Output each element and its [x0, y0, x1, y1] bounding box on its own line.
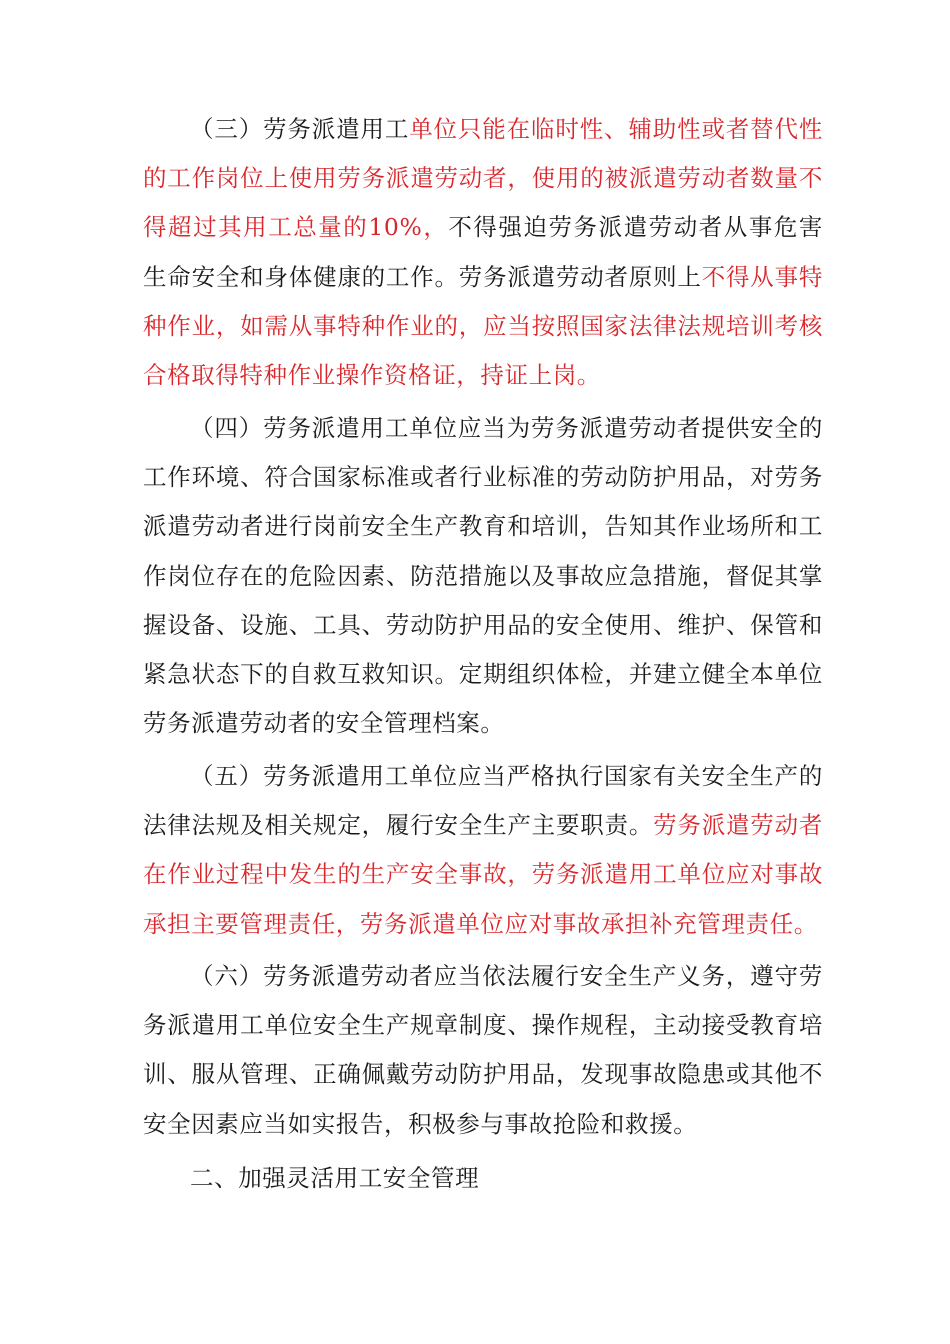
p6-segment-0: （六）劳务派遣劳动者应当依法履行安全生产义务，遵守劳务派遣用工单位安全生产规章制度、操作规程，主动接受教育培训、服从管理、正确佩戴劳动防护用品，发现事故隐患或其他不安全因素应当如实报告，积极参与事故抢险和救援。 [143, 962, 823, 1138]
section-heading: 二、加强灵活用工安全管理 [190, 1164, 480, 1192]
p4-segment-0: （四）劳务派遣用工单位应当为劳务派遣劳动者提供安全的工作环境、符合国家标准或者行业标准的劳动防护用品，对劳务派遣劳动者进行岗前安全生产教育和培训，告知其作业场所和工作岗位存在的危险因素、防范措施以及事故应急措施，督促其掌握设备、设施、工具、劳动防护用品的安全使用、维护、保管和紧急状态下的自救互救知识。定期组织体检，并建立健全本单位劳务派遣劳动者的安全管理档案。 [143, 414, 823, 738]
paragraph-3 [143, 105, 823, 400]
p3-segment-3-highlight: 不得从事特种作业，如需从事特种作业的，应当按照国家法律法规培训考核合格取得特种作业操作资格证，持证上岗。 [143, 262, 823, 390]
p3-segment-0: （三）劳务派遣用工 [190, 115, 410, 143]
paragraph-4 [143, 404, 823, 748]
paragraph-6 [143, 952, 823, 1149]
paragraph-5 [143, 752, 823, 949]
p5-segment-1-highlight: 劳务派遣劳动者在作业过程中发生的生产安全事故，劳务派遣用工单位应对事故承担主要管理责任，劳务派遣单位应对事故承担补充管理责任。 [143, 811, 823, 938]
p5-segment-0: （五）劳务派遣用工单位应当严格执行国家有关安全生产的法律法规及相关规定，履行安全生产主要职责。 [143, 762, 823, 840]
p3-segment-1-highlight: 单位只能在临时性、辅助性或者替代性的工作岗位上使用劳务派遣劳动者，使用的被派遣劳动者数量不得超过其用工总量的10%， [143, 115, 823, 242]
p3-segment-2: 不得强迫劳务派遣劳动者从事危害生命安全和身体健康的工作。劳务派遣劳动者原则上 [143, 213, 823, 291]
